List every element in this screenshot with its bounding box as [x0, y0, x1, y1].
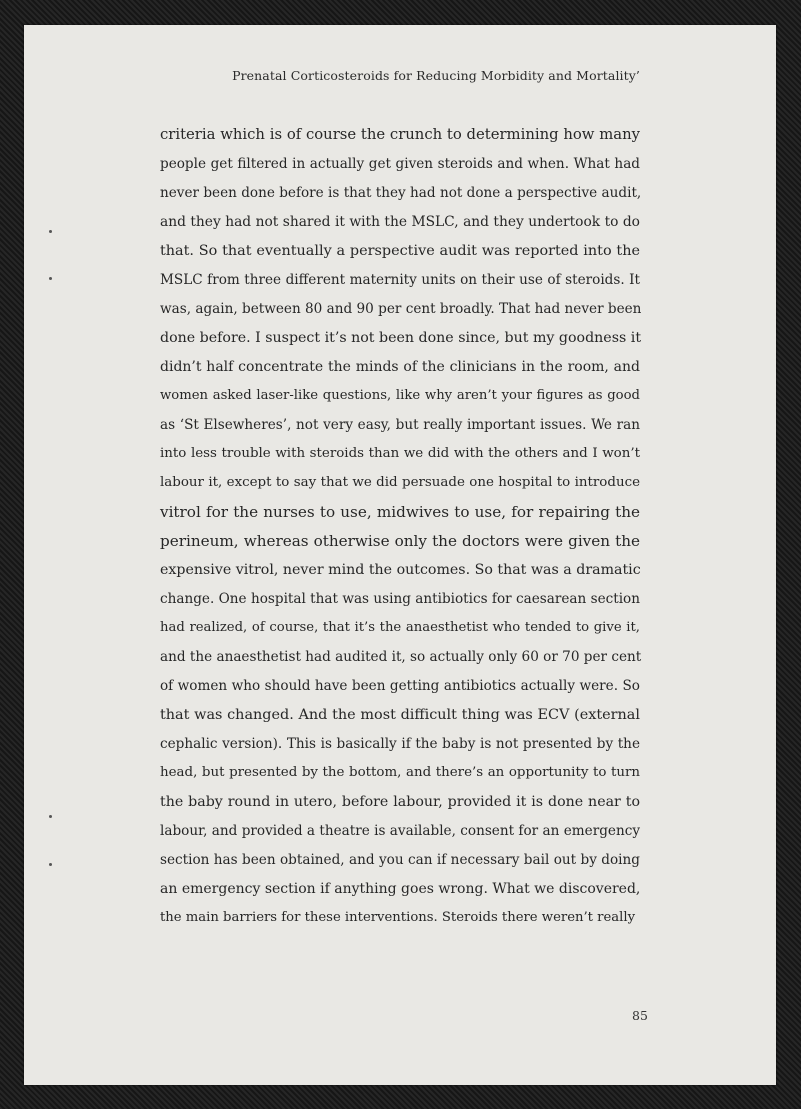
- body-line: that was changed. And the most difficult thing was ECV (external: [160, 707, 640, 723]
- body-line: and they had not shared it with the MSLC, and they undertook to do: [160, 214, 640, 230]
- body-line: head, but presented by the bottom, and there’s an opportunity to turn: [160, 765, 640, 780]
- body-line: didn’t half concentrate the minds of the clinicians in the room, and: [160, 359, 640, 375]
- body-line: as ‘St Elsewheres’, not very easy, but really important issues. We ran: [160, 417, 640, 433]
- running-head: Prenatal Corticosteroids for Reducing Morbidity and Mortality’: [232, 68, 640, 83]
- paper-speck: [49, 815, 52, 818]
- body-line: vitrol for the nurses to use, midwives to use, for repairing the: [160, 503, 640, 521]
- document-page: [24, 25, 776, 1085]
- body-line: into less trouble with steroids than we did with the others and I won’t: [160, 446, 640, 461]
- page-number: 85: [632, 1008, 648, 1023]
- body-line: and the anaesthetist had audited it, so actually only 60 or 70 per cent: [160, 649, 642, 665]
- body-line: change. One hospital that was using antibiotics for caesarean section: [160, 591, 640, 607]
- body-line: the baby round in utero, before labour, provided it is done near to: [160, 794, 640, 810]
- body-line: MSLC from three different maternity units on their use of steroids. It: [160, 272, 640, 288]
- body-line: of women who should have been getting antibiotics actually were. So: [160, 678, 640, 694]
- paper-speck: [49, 277, 52, 280]
- body-line: done before. I suspect it’s not been done since, but my goodness it: [160, 330, 642, 346]
- body-line: cephalic version). This is basically if the baby is not presented by the: [160, 736, 640, 752]
- body-line: people get filtered in actually get given steroids and when. What had: [160, 156, 640, 172]
- body-line: never been done before is that they had not done a perspective audit,: [160, 185, 642, 201]
- body-line: section has been obtained, and you can if necessary bail out by doing: [160, 852, 640, 868]
- body-line: an emergency section if anything goes wrong. What we discovered,: [160, 881, 641, 897]
- body-line: criteria which is of course the crunch to determining how many: [160, 126, 640, 143]
- body-line: perineum, whereas otherwise only the doctors were given the: [160, 532, 640, 550]
- body-line: labour it, except to say that we did persuade one hospital to introduce: [160, 475, 640, 490]
- paper-speck: [49, 863, 52, 866]
- paper-speck: [49, 230, 52, 233]
- body-line: the main barriers for these interventions. Steroids there weren’t really: [160, 910, 636, 925]
- body-line: expensive vitrol, never mind the outcomes. So that was a dramatic: [160, 562, 641, 578]
- body-line: that. So that eventually a perspective audit was reported into the: [160, 243, 640, 259]
- body-line: was, again, between 80 and 90 per cent broadly. That had never been: [160, 301, 642, 317]
- body-line: had realized, of course, that it’s the anaesthetist who tended to give it,: [160, 620, 640, 635]
- body-line: labour, and provided a theatre is available, consent for an emergency: [160, 823, 640, 839]
- body-line: women asked laser-like questions, like why aren’t your figures as good: [160, 388, 640, 403]
